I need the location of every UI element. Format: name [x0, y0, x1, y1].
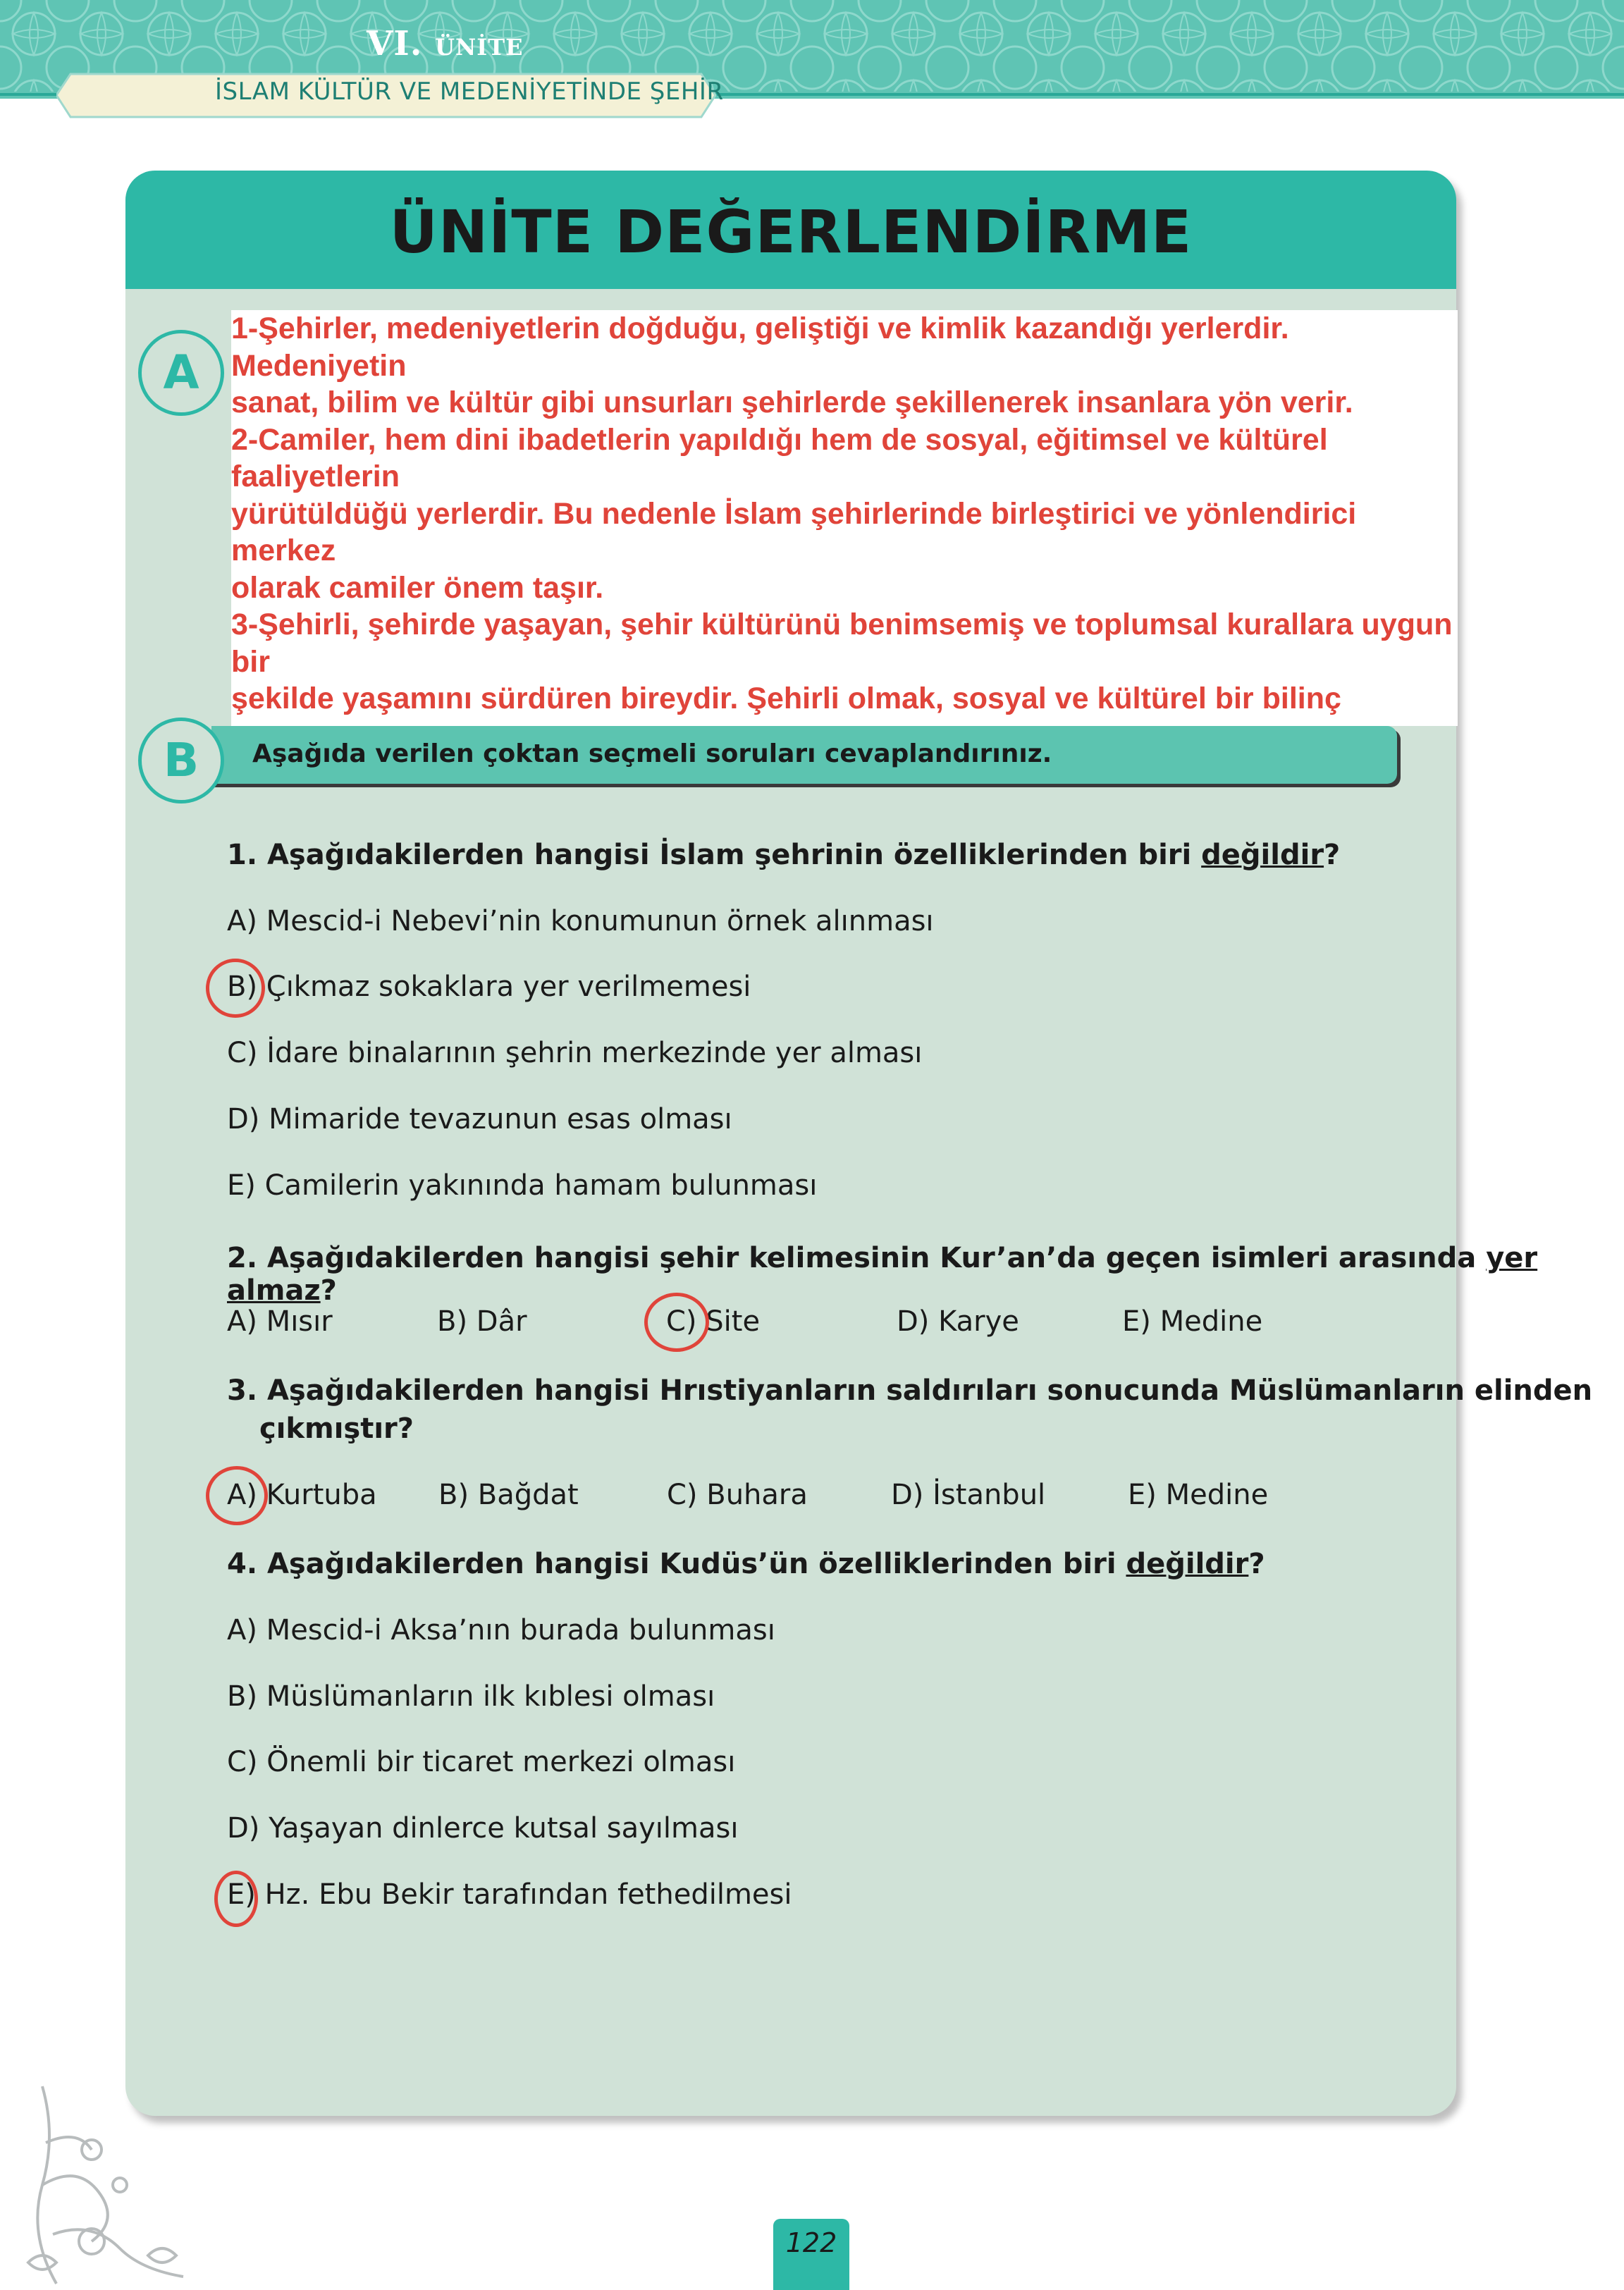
q2-answer-circle	[644, 1293, 709, 1352]
q3-option-e[interactable]: E) Medine	[1128, 1479, 1269, 1511]
answer-line: 1-Şehirler, medeniyetlerin doğduğu, geliştiği ve kimlik kazandığı yerlerdir. Medeniyetin	[231, 312, 1289, 383]
card-title: ÜNİTE DEĞERLENDİRME	[389, 197, 1193, 266]
answer-line: olarak camiler önem taşır.	[231, 570, 604, 605]
question-emphasis: yer almaz	[227, 1242, 1538, 1307]
q3-option-b[interactable]: B) Bağdat	[438, 1479, 579, 1511]
q2-option-c[interactable]: C) Site	[666, 1305, 761, 1338]
q3-answer-circle	[206, 1466, 268, 1525]
q1-option-a[interactable]: A) Mescid-i Nebevi’nin konumunun örnek alınması	[227, 905, 934, 937]
q1-option-d[interactable]: D) Mimaride tevazunun esas olması	[227, 1103, 732, 1135]
question-stem: 4. Aşağıdakilerden hangisi Kudüs’ün özelliklerinden biri	[227, 1548, 1126, 1580]
unit-number	[367, 24, 523, 63]
answer-line: şekilde yaşamını sürdüren bireydir. Şehirli olmak, sosyal ve kültürel bir bilinç	[231, 682, 1341, 715]
q4-option-c[interactable]: C) Önemli bir ticaret merkezi olması	[227, 1746, 736, 1778]
answer-line: 3-Şehirli, şehirde yaşayan, şehir kültürünü benimsemiş ve toplumsal kurallara uygun bir	[231, 608, 1453, 679]
section-b-badge: B	[138, 718, 224, 804]
floral-ornament-icon	[14, 2079, 226, 2290]
q1-option-c[interactable]: C) İdare binalarının şehrin merkezinde yer alması	[227, 1037, 923, 1069]
question-stem: 1. Aşağıdakilerden hangisi İslam şehrinin özelliklerinden biri	[227, 839, 1202, 871]
q2-option-a[interactable]: A) Mısır	[227, 1305, 333, 1338]
section-b-instruction-bar	[211, 726, 1397, 784]
q2-option-d[interactable]: D) Karye	[897, 1305, 1019, 1338]
q1-option-e[interactable]: E) Camilerin yakınında hamam bulunması	[227, 1169, 818, 1202]
q2-option-e[interactable]: E) Medine	[1122, 1305, 1263, 1338]
question-2	[227, 1242, 1624, 1307]
question-stem: 2. Aşağıdakilerden hangisi şehir kelimesinin Kur’an’da geçen isimleri arasında	[227, 1242, 1487, 1274]
q3-option-d[interactable]: D) İstanbul	[891, 1479, 1046, 1511]
question-emphasis: değildir	[1201, 839, 1324, 871]
q1-option-b[interactable]: B) Çıkmaz sokaklara yer verilmemesi	[227, 971, 751, 1003]
question-end: ?	[1324, 839, 1341, 871]
unit-subtitle: İSLAM KÜLTÜR VE MEDENİYETİNDE ŞEHİR	[215, 78, 724, 106]
unit-number-text: VI.	[367, 24, 423, 63]
answer-line: yürütüldüğü yerlerdir. Bu nedenle İslam şehirlerinde birleştirici ve yönlendirici merkez	[231, 496, 1357, 567]
q4-option-d[interactable]: D) Yaşayan dinlerce kutsal sayılması	[227, 1812, 739, 1845]
question-stem: 3. Aşağıdakilerden hangisi Hrıstiyanların saldırıları sonucunda Müslümanların elinden	[227, 1374, 1593, 1407]
q4-option-e[interactable]: E) Hz. Ebu Bekir tarafından fethedilmesi	[227, 1878, 792, 1911]
section-a-badge: A	[138, 330, 224, 416]
q4-option-b[interactable]: B) Müslümanların ilk kıblesi olması	[227, 1680, 715, 1713]
q1-answer-circle	[206, 959, 265, 1018]
card-header	[125, 171, 1456, 289]
page-number: 122	[773, 2219, 849, 2290]
question-4	[227, 1548, 1265, 1580]
q3-option-c[interactable]: C) Buhara	[667, 1479, 808, 1511]
question-end: ?	[1248, 1548, 1265, 1580]
section-b-instruction: Aşağıda verilen çoktan seçmeli soruları cevaplandırınız.	[252, 739, 1052, 768]
q2-option-b[interactable]: B) Dâr	[437, 1305, 527, 1338]
question-3	[227, 1374, 1592, 1445]
q4-answer-circle	[214, 1871, 258, 1927]
unit-word: ÜNİTE	[435, 34, 524, 61]
q3-option-a[interactable]: A) Kurtuba	[227, 1479, 377, 1511]
question-end: ?	[320, 1274, 337, 1307]
question-stem-line2: çıkmıştır?	[259, 1412, 414, 1445]
section-a-answers	[231, 310, 1458, 726]
question-emphasis: değildir	[1126, 1548, 1249, 1580]
q4-option-a[interactable]: A) Mescid-i Aksa’nın burada bulunması	[227, 1614, 775, 1646]
answer-line: sanat, bilim ve kültür gibi unsurları şehirlerde şekillenerek insanlara yön verir.	[231, 386, 1353, 419]
question-1	[227, 839, 1340, 871]
answer-line: 2-Camiler, hem dini ibadetlerin yapıldığı hem de sosyal, eğitimsel ve kültürel faaliyetlerin	[231, 422, 1328, 493]
